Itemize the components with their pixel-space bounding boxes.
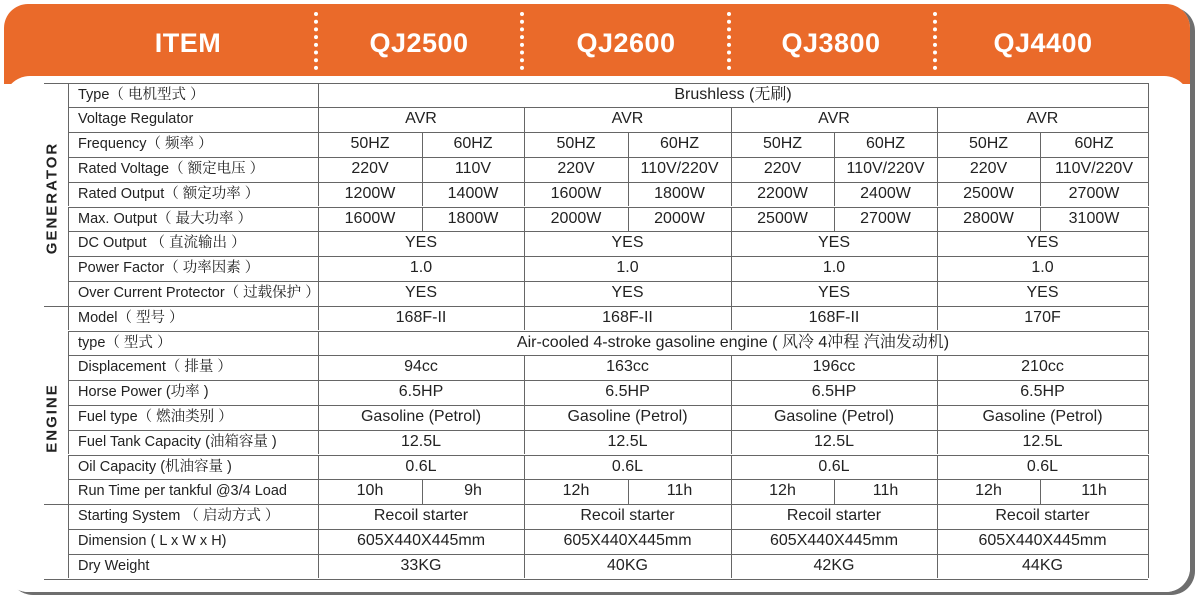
value-cell: 168F-II (395, 308, 447, 326)
row-label: Displacement（ 排量 ） (78, 359, 232, 376)
value-cell: 50HZ (968, 135, 1009, 153)
row-label: Power Factor（ 功率因素 ） (78, 260, 260, 277)
label-divider (318, 132, 319, 157)
value-cell: 2000W (550, 209, 602, 227)
label-divider (318, 380, 319, 405)
spec-row (68, 554, 1148, 579)
value-cell: YES (817, 283, 850, 301)
label-divider (318, 430, 319, 455)
table-left-border (68, 132, 69, 157)
value-cell: 12h (975, 482, 1002, 500)
value-cell: 2400W (860, 184, 911, 202)
table-left-border (68, 504, 69, 529)
value-cell: 60HZ (1074, 135, 1114, 153)
label-divider (318, 479, 319, 504)
value-cell: 110V/220V (640, 159, 719, 177)
spec-table (4, 76, 1190, 592)
value-cell: 50HZ (556, 135, 596, 153)
value-cell: Recoil starter (786, 507, 882, 525)
value-cell: 44KG (1022, 556, 1063, 574)
value-cell: 110V/220V (1055, 159, 1133, 177)
value-cell: 605X440X445mm (356, 531, 486, 549)
value-cell: 220V (969, 159, 1008, 177)
spec-row (68, 256, 1148, 281)
spec-row (68, 430, 1148, 455)
value-cell: 3100W (1068, 209, 1120, 227)
value-cell: 605X440X445mm (978, 531, 1107, 549)
value-cell: 33KG (400, 556, 442, 574)
row-label: DC Output （ 直流输出 ） (78, 235, 246, 252)
value-cell: 1600W (550, 184, 602, 202)
table-right-border (1148, 331, 1149, 356)
value-cell: 1.0 (1031, 259, 1054, 277)
value-cell: AVR (405, 110, 437, 128)
value-cell: 12.5L (607, 432, 648, 450)
table-left-border (68, 182, 69, 207)
value-cell: 1.0 (409, 259, 433, 277)
header-model-2: QJ2600 (576, 28, 676, 58)
row-label: Starting System （ 启动方式 ） (78, 508, 280, 525)
value-cell: 50HZ (762, 135, 803, 153)
value-cell: 0.6L (818, 457, 850, 475)
spec-row (68, 529, 1148, 554)
table-right-border (1148, 207, 1149, 232)
value-cell: 2500W (963, 184, 1014, 202)
table-left-border (68, 380, 69, 405)
table-left-border (68, 231, 69, 256)
spec-card (4, 4, 1190, 592)
spec-row (68, 231, 1148, 256)
value-cell: 210cc (1021, 358, 1064, 376)
spec-row (68, 157, 1148, 182)
value-cell: 2000W (654, 209, 705, 227)
table-left-border (68, 430, 69, 455)
row-divider (44, 504, 1148, 505)
value-cell: 0.6L (1026, 457, 1059, 475)
value-cell: AVR (818, 110, 850, 128)
table-right-border (1148, 157, 1149, 182)
value-cell: 6.5HP (605, 383, 650, 401)
row-label: Oil Capacity (机油容量 ) (78, 458, 232, 475)
row-label: Dry Weight (78, 557, 150, 574)
table-right-border (1148, 554, 1149, 579)
spec-row (68, 83, 1148, 108)
value-cell: 60HZ (865, 135, 906, 153)
spec-row (68, 281, 1148, 306)
label-divider (318, 554, 319, 579)
row-divider (68, 430, 1148, 431)
row-label: Frequency（ 频率 ） (78, 136, 213, 153)
table-right-border (1148, 455, 1149, 480)
value-cell: 9h (464, 482, 482, 500)
value-cell: 6.5HP (398, 383, 444, 401)
table-left-border (68, 281, 69, 306)
group-label-generator: GENERATOR (43, 141, 61, 255)
value-cell: 40KG (607, 556, 648, 574)
value-cell: 2700W (1068, 184, 1120, 202)
value-cell: YES (404, 234, 437, 252)
label-divider (318, 182, 319, 207)
value-cell: Air-cooled 4-stroke gasoline engine ( 风冷 4冲程 汽油发动机) (516, 333, 950, 351)
table-right-border (1148, 182, 1149, 207)
label-divider (318, 355, 319, 380)
value-cell: 110V/220V (846, 159, 925, 177)
label-divider (318, 504, 319, 529)
table-left-border (68, 455, 69, 480)
row-divider (68, 355, 1148, 356)
table-left-border (68, 306, 69, 331)
label-divider (318, 231, 319, 256)
spec-row (68, 107, 1148, 132)
value-cell: 110V (454, 159, 492, 177)
value-cell: 605X440X445mm (769, 531, 899, 549)
value-cell: 6.5HP (811, 383, 857, 401)
value-cell: 1800W (447, 209, 499, 227)
value-cell: YES (1026, 283, 1059, 301)
value-cell: 220V (557, 159, 595, 177)
value-cell: 11h (666, 482, 693, 500)
table-left-border (68, 479, 69, 504)
header-model-3: QJ3800 (781, 28, 881, 58)
table-left-border (68, 107, 69, 132)
value-cell: 42KG (813, 556, 855, 574)
value-cell: 605X440X445mm (563, 531, 692, 549)
label-divider (318, 107, 319, 132)
table-right-border (1148, 504, 1149, 529)
value-cell: YES (817, 234, 850, 252)
row-label: Rated Voltage（ 额定电压 ） (78, 160, 265, 177)
row-divider (68, 256, 1148, 257)
row-divider (44, 83, 1148, 84)
spec-row (68, 479, 1148, 504)
value-cell: 2500W (757, 209, 808, 227)
value-cell: Recoil starter (373, 507, 469, 525)
spec-row (68, 355, 1148, 380)
label-divider (318, 529, 319, 554)
row-divider (68, 207, 1148, 208)
spec-row (68, 455, 1148, 480)
value-cell: 12.5L (813, 432, 855, 450)
value-cell: 10h (356, 482, 384, 500)
value-cell: 0.6L (611, 457, 644, 475)
value-cell: 1600W (344, 209, 396, 227)
value-cell: Recoil starter (580, 507, 675, 525)
row-label: Dimension ( L x W x H) (78, 532, 227, 549)
row-divider (68, 182, 1148, 183)
label-divider (318, 306, 319, 331)
table-right-border (1148, 306, 1149, 331)
value-cell: 11h (1081, 482, 1107, 500)
value-cell: 6.5HP (1020, 383, 1065, 401)
row-label: Max. Output（ 最大功率 ） (78, 210, 253, 227)
value-cell: 0.6L (405, 457, 437, 475)
value-cell: 1200W (344, 184, 396, 202)
table-left-border (68, 157, 69, 182)
value-cell: 196cc (812, 358, 856, 376)
value-cell: 170F (1024, 308, 1061, 326)
row-label: Over Current Protector（ 过载保护 ） (78, 284, 320, 301)
value-cell: 168F-II (808, 308, 860, 326)
row-divider (68, 331, 1148, 332)
value-cell: 12h (769, 482, 796, 500)
row-label: Horse Power (功率 ) (78, 384, 209, 401)
group-label-engine: ENGINE (43, 383, 61, 453)
spec-row (68, 132, 1148, 157)
label-divider (318, 83, 319, 108)
value-cell: 220V (763, 159, 802, 177)
table-grid (4, 4, 1190, 592)
table-right-border (1148, 281, 1149, 306)
value-cell: 1800W (654, 184, 705, 202)
label-divider (318, 256, 319, 281)
row-divider (68, 281, 1148, 282)
table-left-border (68, 405, 69, 430)
table-right-border (1148, 355, 1149, 380)
row-label: Voltage Regulator (78, 111, 194, 128)
value-cell: 220V (351, 159, 389, 177)
value-cell: AVR (611, 110, 644, 128)
table-right-border (1148, 479, 1149, 504)
spec-row (68, 405, 1148, 430)
label-divider (318, 207, 319, 232)
value-cell: 12.5L (1022, 432, 1063, 450)
row-divider (68, 157, 1148, 158)
row-divider (44, 306, 1148, 307)
value-cell: 163cc (606, 358, 649, 376)
label-divider (318, 281, 319, 306)
value-cell: 1400W (447, 184, 499, 202)
table-right-border (1148, 256, 1149, 281)
header-item: ITEM (154, 28, 222, 58)
table-right-border (1148, 231, 1149, 256)
table-left-border (68, 554, 69, 579)
table-right-border (1148, 132, 1149, 157)
value-cell: 2800W (963, 209, 1014, 227)
header-model-4: QJ4400 (993, 28, 1093, 58)
table-left-border (68, 529, 69, 554)
value-cell: 50HZ (350, 135, 390, 153)
row-label: Rated Output（ 额定功率 ） (78, 185, 260, 202)
value-cell: 2700W (860, 209, 911, 227)
table-right-border (1148, 405, 1149, 430)
spec-row (68, 306, 1148, 331)
row-label: Fuel type（ 燃油类别 ） (78, 408, 233, 425)
value-cell: Brushless (无刷) (674, 85, 792, 103)
value-cell: Recoil starter (995, 507, 1090, 525)
table-left-border (68, 207, 69, 232)
table-right-border (1148, 430, 1149, 455)
row-divider (68, 405, 1148, 406)
row-divider (68, 479, 1148, 480)
table-right-border (1148, 83, 1149, 108)
value-cell: 60HZ (659, 135, 700, 153)
value-cell: Gasoline (Petrol) (567, 407, 688, 425)
table-right-border (1148, 107, 1149, 132)
value-cell: YES (1026, 234, 1059, 252)
value-cell: 11h (872, 482, 899, 500)
value-cell: YES (404, 283, 437, 301)
row-label: Type（ 电机型式 ） (78, 86, 205, 103)
spec-row (68, 331, 1148, 356)
row-divider (68, 107, 1148, 108)
value-cell: 2200W (757, 184, 808, 202)
table-left-border (68, 331, 69, 356)
table-right-border (1148, 529, 1149, 554)
value-cell: AVR (1026, 110, 1059, 128)
header-model-1: QJ2500 (369, 28, 469, 58)
table-left-border (68, 355, 69, 380)
spec-row (68, 504, 1148, 529)
row-divider (68, 231, 1148, 232)
label-divider (318, 455, 319, 480)
value-cell: 1.0 (822, 259, 846, 277)
value-cell: 12h (562, 482, 590, 500)
row-divider (68, 529, 1148, 530)
spec-row (68, 380, 1148, 405)
label-divider (318, 405, 319, 430)
value-cell: 1.0 (616, 259, 639, 277)
row-divider (68, 380, 1148, 381)
row-divider (44, 579, 1148, 580)
value-cell: YES (611, 283, 644, 301)
value-cell: 60HZ (453, 135, 493, 153)
value-cell: Gasoline (Petrol) (773, 407, 895, 425)
value-cell: 168F-II (602, 308, 653, 326)
spec-row (68, 182, 1148, 207)
row-label: Run Time per tankful @3/4 Load (78, 483, 287, 500)
row-label: Model（ 型号 ） (78, 309, 184, 326)
row-divider (68, 554, 1148, 555)
label-divider (318, 157, 319, 182)
table-left-border (68, 256, 69, 281)
value-cell: 94cc (404, 358, 438, 376)
value-cell: 12.5L (400, 432, 442, 450)
row-divider (68, 455, 1148, 456)
row-divider (68, 132, 1148, 133)
table-left-border (68, 83, 69, 108)
table-right-border (1148, 380, 1149, 405)
row-label: Fuel Tank Capacity (油箱容量 ) (78, 433, 277, 450)
label-divider (318, 331, 319, 356)
value-cell: Gasoline (Petrol) (360, 407, 482, 425)
value-cell: Gasoline (Petrol) (982, 407, 1103, 425)
row-label: type（ 型式 ） (78, 334, 172, 351)
spec-row (68, 207, 1148, 232)
value-cell: YES (611, 234, 644, 252)
